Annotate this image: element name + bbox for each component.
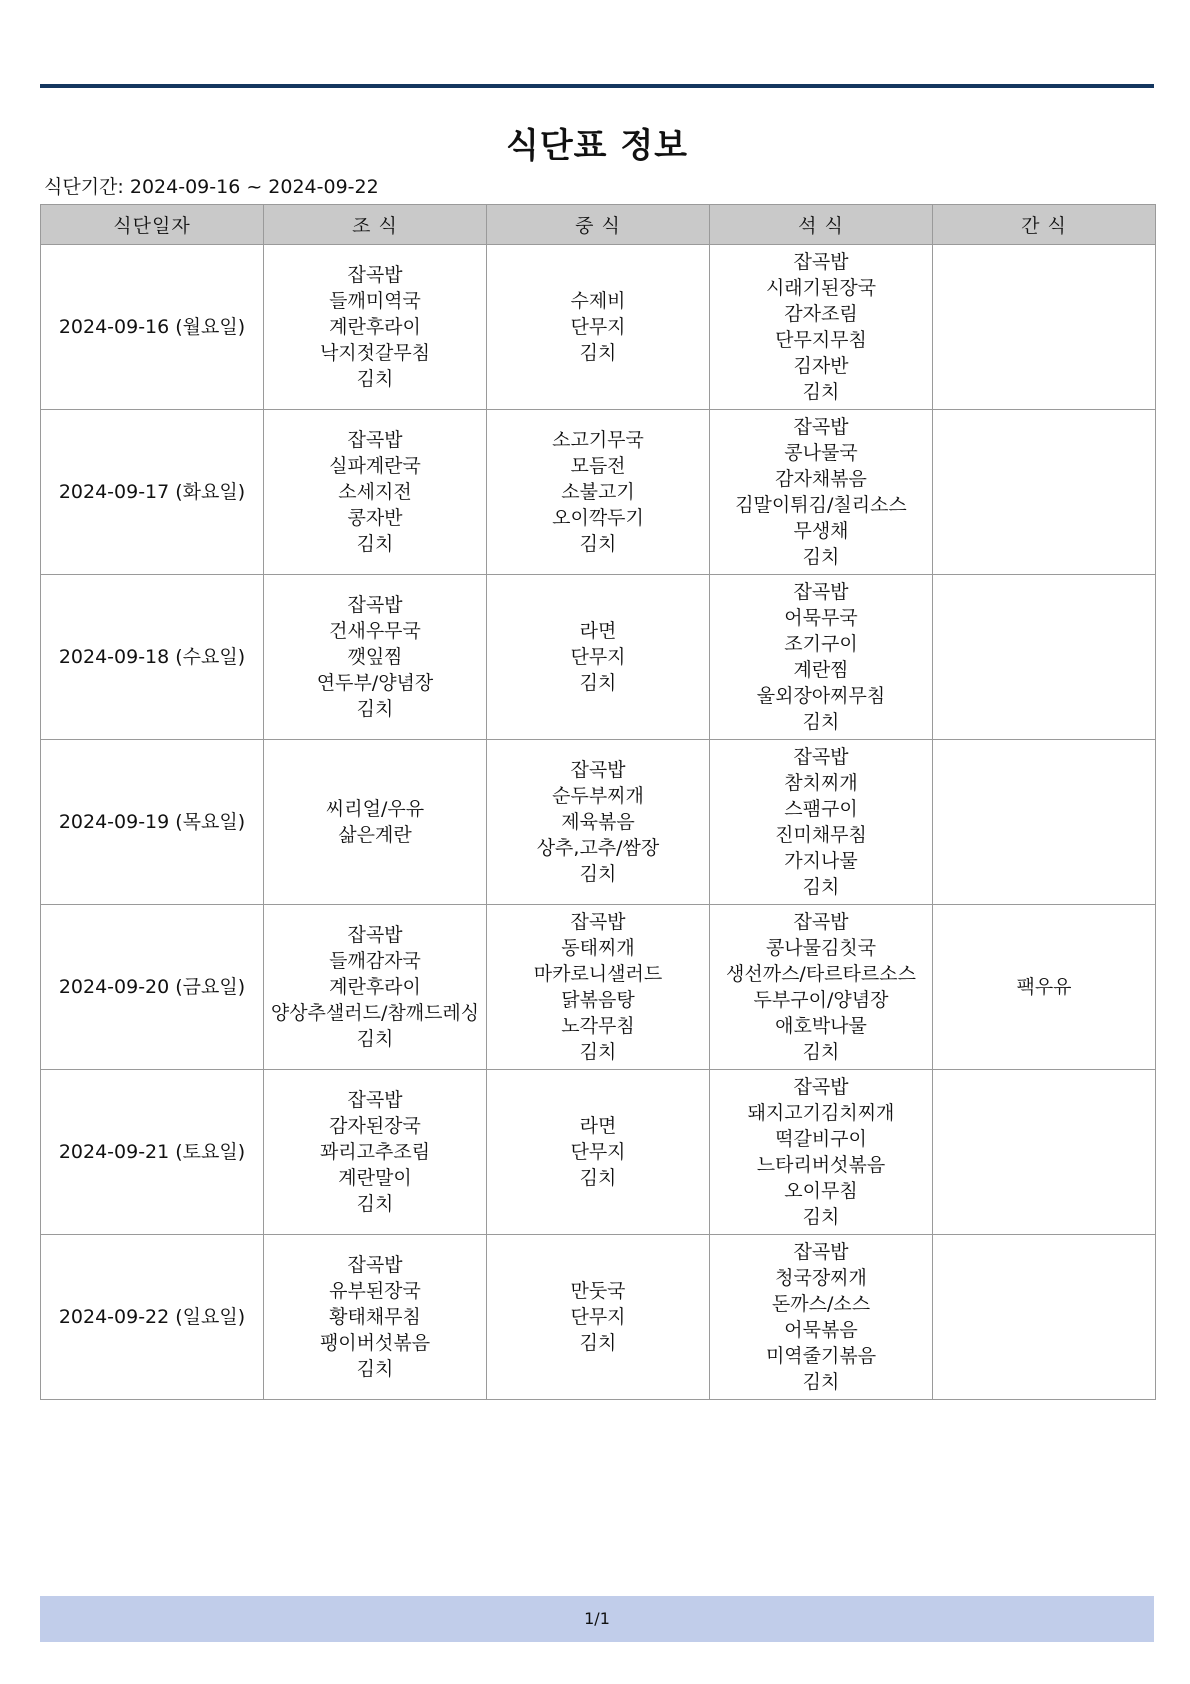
menu-item: 삶은계란 (338, 824, 412, 846)
menu-item: 생선까스/타르타르소스 (726, 963, 916, 985)
meal-date: 2024-09-18 (수요일) (41, 575, 264, 740)
menu-item: 들깨감자국 (329, 950, 421, 972)
menu-item: 무생채 (793, 520, 849, 542)
dinner-cell (710, 740, 933, 905)
snack-cell (933, 905, 1156, 1070)
menu-item: 감자조림 (784, 303, 858, 325)
breakfast-cell (264, 905, 487, 1070)
menu-item: 건새우무국 (329, 620, 421, 642)
table-row (41, 1235, 1156, 1400)
menu-item: 계란말이 (338, 1167, 412, 1189)
breakfast-cell (264, 740, 487, 905)
menu-item: 동태찌개 (561, 937, 635, 959)
header-date: 식단일자 (41, 205, 264, 245)
menu-item: 어묵볶음 (784, 1319, 858, 1341)
menu-item: 오이무침 (784, 1180, 858, 1202)
menu-item: 김치 (579, 863, 617, 885)
menu-item: 유부된장국 (329, 1280, 421, 1302)
menu-item: 순두부찌개 (552, 785, 644, 807)
menu-item: 김치 (802, 546, 840, 568)
lunch-cell (487, 740, 710, 905)
breakfast-cell (264, 1070, 487, 1235)
menu-item: 잡곡밥 (347, 1254, 403, 1276)
menu-item: 참치찌개 (784, 772, 858, 794)
menu-item: 잡곡밥 (570, 911, 626, 933)
menu-item: 마카로니샐러드 (533, 963, 663, 985)
menu-item: 김자반 (793, 355, 849, 377)
menu-item: 김치 (579, 342, 617, 364)
menu-item: 김치 (802, 876, 840, 898)
menu-item: 김치 (802, 1041, 840, 1063)
snack-cell (933, 245, 1156, 410)
menu-item: 잡곡밥 (570, 759, 626, 781)
menu-item: 계란후라이 (329, 316, 421, 338)
page-number: 1/1 (584, 1609, 610, 1628)
menu-item: 연두부/양념장 (316, 672, 434, 694)
menu-item: 오이깍두기 (552, 507, 644, 529)
menu-item: 들깨미역국 (329, 290, 421, 312)
lunch-cell (487, 905, 710, 1070)
menu-item: 김치 (356, 1028, 394, 1050)
menu-item: 깻잎찜 (347, 646, 403, 668)
breakfast-cell (264, 410, 487, 575)
menu-item: 잡곡밥 (347, 264, 403, 286)
menu-item: 김치 (356, 368, 394, 390)
table-row (41, 410, 1156, 575)
menu-item: 잡곡밥 (347, 924, 403, 946)
menu-item: 잡곡밥 (793, 911, 849, 933)
menu-item: 김치 (802, 711, 840, 733)
menu-item: 닭볶음탕 (561, 989, 635, 1011)
snack-cell (933, 1235, 1156, 1400)
menu-item: 김말이튀김/칠리소스 (735, 494, 907, 516)
menu-item: 라면 (579, 620, 617, 642)
table-row (41, 1070, 1156, 1235)
header-lunch: 중 식 (487, 205, 710, 245)
menu-item: 낙지젓갈무침 (319, 342, 431, 364)
menu-item: 김치 (579, 1167, 617, 1189)
menu-item: 조기구이 (784, 633, 858, 655)
menu-item: 팽이버섯볶음 (319, 1332, 431, 1354)
menu-item: 만둣국 (570, 1280, 626, 1302)
menu-item: 진미채무침 (775, 824, 867, 846)
dinner-cell (710, 245, 933, 410)
header-breakfast: 조 식 (264, 205, 487, 245)
lunch-cell (487, 410, 710, 575)
menu-item: 단무지 (570, 316, 626, 338)
menu-item: 김치 (579, 672, 617, 694)
table-row (41, 245, 1156, 410)
menu-item: 김치 (802, 1371, 840, 1393)
lunch-cell (487, 245, 710, 410)
meal-date: 2024-09-22 (일요일) (41, 1235, 264, 1400)
menu-item: 김치 (356, 533, 394, 555)
menu-item: 가지나물 (784, 850, 858, 872)
header-dinner: 석 식 (710, 205, 933, 245)
dinner-cell (710, 1070, 933, 1235)
menu-item: 라면 (579, 1115, 617, 1137)
menu-item: 소세지전 (338, 481, 412, 503)
page-title: 식단표 정보 (505, 126, 689, 166)
menu-item: 콩나물김칫국 (765, 937, 877, 959)
menu-item: 소고기무국 (552, 429, 644, 451)
menu-item: 콩나물국 (784, 442, 858, 464)
table-row (41, 575, 1156, 740)
menu-item: 잡곡밥 (793, 416, 849, 438)
menu-item: 떡갈비구이 (775, 1128, 867, 1150)
menu-item: 감자채볶음 (775, 468, 867, 490)
snack-cell (933, 1070, 1156, 1235)
table-row (41, 905, 1156, 1070)
meal-date: 2024-09-19 (목요일) (41, 740, 264, 905)
meal-date: 2024-09-21 (토요일) (41, 1070, 264, 1235)
table-header-row (41, 205, 1156, 245)
dinner-cell (710, 1235, 933, 1400)
menu-item: 잡곡밥 (793, 251, 849, 273)
menu-item: 청국장찌개 (775, 1267, 867, 1289)
dinner-cell (710, 410, 933, 575)
menu-item: 잡곡밥 (347, 429, 403, 451)
menu-item: 잡곡밥 (793, 746, 849, 768)
breakfast-cell (264, 575, 487, 740)
breakfast-cell (264, 1235, 487, 1400)
menu-item: 잡곡밥 (347, 1089, 403, 1111)
menu-item: 스팸구이 (784, 798, 858, 820)
menu-item: 김치 (802, 1206, 840, 1228)
menu-item: 두부구이/양념장 (753, 989, 889, 1011)
menu-item: 계란후라이 (329, 976, 421, 998)
table-body (41, 245, 1156, 1400)
menu-item: 느타리버섯볶음 (756, 1154, 886, 1176)
menu-item: 노각무침 (561, 1015, 635, 1037)
footer-bar (40, 1596, 1154, 1642)
meal-date: 2024-09-16 (월요일) (41, 245, 264, 410)
menu-item: 김치 (579, 1332, 617, 1354)
menu-item: 콩자반 (347, 507, 403, 529)
menu-item: 단무지무침 (775, 329, 867, 351)
menu-item: 김치 (579, 1041, 617, 1063)
meal-table (40, 204, 1156, 1400)
snack-cell (933, 575, 1156, 740)
menu-item: 황태채무침 (329, 1306, 421, 1328)
menu-item: 애호박나물 (775, 1015, 867, 1037)
meal-date: 2024-09-17 (화요일) (41, 410, 264, 575)
menu-item: 김치 (356, 1193, 394, 1215)
menu-item: 단무지 (570, 1141, 626, 1163)
menu-item: 꽈리고추조림 (319, 1141, 431, 1163)
menu-item: 김치 (356, 1358, 394, 1380)
lunch-cell (487, 1070, 710, 1235)
menu-item: 단무지 (570, 646, 626, 668)
menu-item: 계란찜 (793, 659, 849, 681)
table-row (41, 740, 1156, 905)
breakfast-cell (264, 245, 487, 410)
menu-item: 잡곡밥 (793, 1076, 849, 1098)
dinner-cell (710, 575, 933, 740)
menu-item: 씨리얼/우유 (325, 798, 425, 820)
menu-item: 모듬전 (570, 455, 626, 477)
menu-item: 돼지고기김치찌개 (747, 1102, 895, 1124)
lunch-cell (487, 575, 710, 740)
menu-item: 상추,고추/쌈장 (536, 837, 660, 859)
top-rule (40, 84, 1154, 88)
menu-item: 팩우유 (1016, 976, 1072, 998)
menu-item: 잡곡밥 (793, 581, 849, 603)
menu-item: 잡곡밥 (347, 594, 403, 616)
menu-item: 감자된장국 (329, 1115, 421, 1137)
menu-item: 김치 (802, 381, 840, 403)
snack-cell (933, 740, 1156, 905)
menu-item: 울외장아찌무침 (756, 685, 886, 707)
menu-item: 수제비 (570, 290, 626, 312)
menu-item: 소불고기 (561, 481, 635, 503)
menu-item: 단무지 (570, 1306, 626, 1328)
menu-item: 김치 (579, 533, 617, 555)
meal-date: 2024-09-20 (금요일) (41, 905, 264, 1070)
header-snack: 간 식 (933, 205, 1156, 245)
menu-item: 제육볶음 (561, 811, 635, 833)
menu-item: 잡곡밥 (793, 1241, 849, 1263)
snack-cell (933, 410, 1156, 575)
menu-item: 어묵무국 (784, 607, 858, 629)
menu-item: 양상추샐러드/참깨드레싱 (270, 1002, 480, 1024)
menu-item: 미역줄기볶음 (765, 1345, 877, 1367)
menu-item: 김치 (356, 698, 394, 720)
meal-period: 식단기간: 2024-09-16 ~ 2024-09-22 (44, 176, 379, 198)
menu-item: 돈까스/소스 (771, 1293, 871, 1315)
menu-item: 시래기된장국 (765, 277, 877, 299)
dinner-cell (710, 905, 933, 1070)
menu-item: 실파계란국 (329, 455, 421, 477)
lunch-cell (487, 1235, 710, 1400)
